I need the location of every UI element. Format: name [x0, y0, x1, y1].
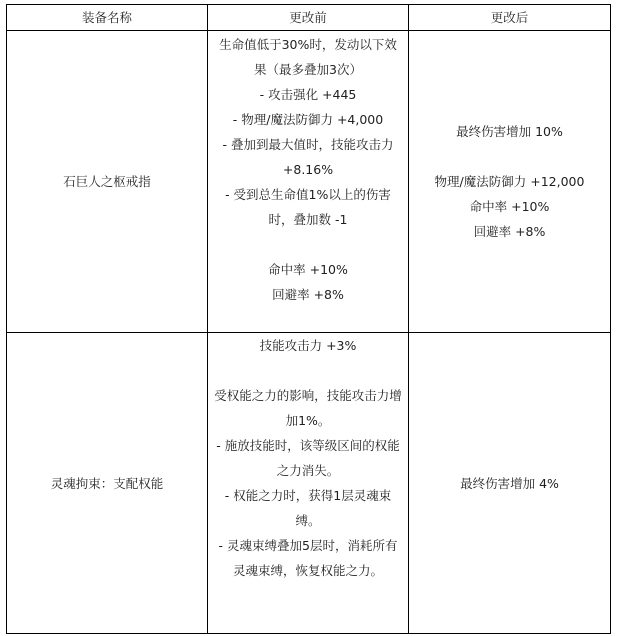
blank-line: [210, 358, 406, 383]
blank-line: [210, 232, 406, 257]
table-row: [7, 31, 611, 333]
before-line: - 受到总生命值1%以上的伤害: [225, 187, 391, 202]
before-line: 命中率 +10%: [268, 262, 348, 277]
before-line: 灵魂束缚，恢复权能之力。: [232, 563, 383, 578]
header-equipment-name: 装备名称: [7, 5, 208, 31]
before-line: 技能攻击力 +3%: [259, 338, 357, 353]
after-change-cell: [409, 333, 611, 634]
before-line: 时，叠加数 -1: [268, 212, 348, 227]
before-line: - 物理/魔法防御力 +4,000: [232, 112, 384, 127]
after-line: 物理/魔法防御力 +12,000: [434, 174, 585, 189]
before-line: 生命值低于30%时，发动以下效: [219, 37, 397, 52]
after-line: 回避率 +8%: [473, 224, 546, 239]
before-line: 回避率 +8%: [272, 287, 344, 302]
equipment-changes-table: [6, 4, 611, 634]
before-line: - 攻击强化 +445: [259, 87, 357, 102]
before-line: - 叠加到最大值时，技能攻击力: [222, 137, 394, 152]
before-line: - 权能之力时，获得1层灵魂束: [224, 488, 392, 503]
before-line: 果（最多叠加3次）: [254, 62, 362, 77]
before-line: 之力消失。: [276, 463, 340, 478]
before-line: - 灵魂束缚叠加5层时，消耗所有: [218, 538, 398, 553]
header-after-change: 更改后: [409, 5, 611, 31]
blank-line: [411, 144, 608, 169]
table-row: [7, 333, 611, 634]
before-line: - 施放技能时，该等级区间的权能: [216, 438, 400, 453]
after-line: 最终伤害增加 4%: [460, 475, 559, 491]
before-line: +8.16%: [282, 162, 334, 177]
equipment-name-cell: 石巨人之枢戒指: [7, 31, 208, 333]
header-before-change: 更改前: [208, 5, 409, 31]
before-line: 加1%。: [285, 413, 331, 428]
after-change-cell: [409, 31, 611, 333]
before-change-cell: [208, 333, 409, 634]
before-line: 缚。: [295, 513, 321, 528]
before-line: 受权能之力的影响，技能攻击力增: [214, 388, 402, 403]
after-line: 最终伤害增加 10%: [456, 124, 563, 139]
equipment-name-cell: 灵魂拘束：支配权能: [7, 333, 208, 634]
after-line: 命中率 +10%: [469, 199, 550, 214]
before-change-cell: [208, 31, 409, 333]
table-header-row: [7, 5, 611, 31]
